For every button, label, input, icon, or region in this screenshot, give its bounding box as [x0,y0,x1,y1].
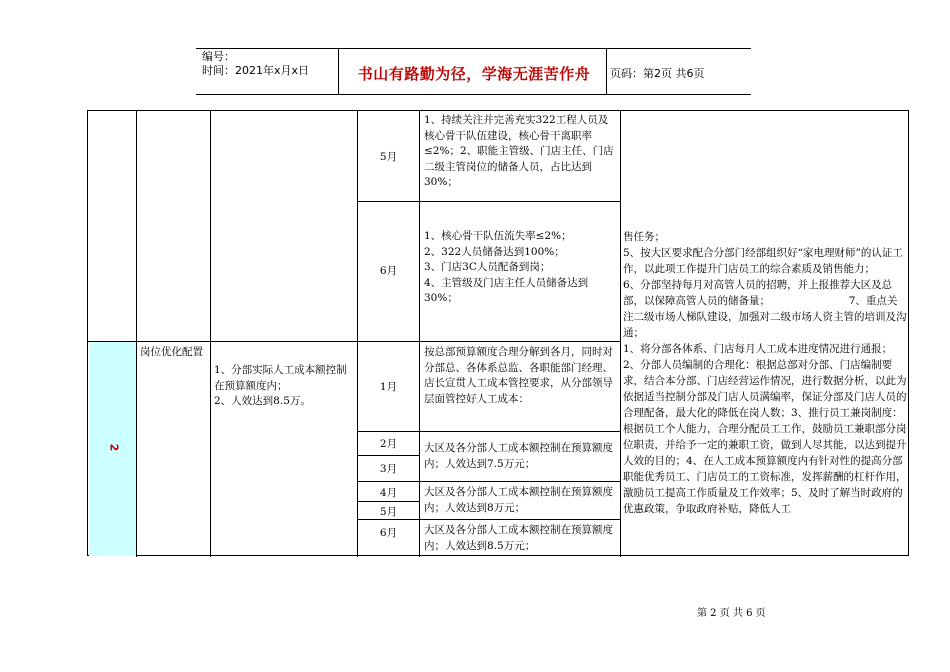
header-divider [338,48,339,94]
header-top-rule [196,48,751,49]
month-cell: 3月 [379,463,398,475]
row-index-number: 2 [107,443,121,452]
header-bottom-rule [196,94,751,95]
month-cell: 5月 [379,151,398,163]
target-cell: 按总部预算额度合理分解到各月，同时对分部总、各体系总监、各职能部门经理、店长宣贯人工成本管控要求，从分部领导层面管控好人工成本： [424,346,613,405]
target-cell: 1、核心骨干队伍流失率≤2%； 2、322人员储备达到100%； 3、门店3C人员配备到岗； 4、主管级及门店主任人员储备达到30%； [424,230,589,304]
target-cell: 大区及各分部人工成本额控制在预算额度内；人效达到8.5万元； [424,524,613,552]
target-cell: 1、持续关注并完善充实322工程人员及核心骨干队伍建设，核心骨干离职率≤2%；2、职能主管级、门店主任、门店二级主管岗位的储备人员，占比达到30%； [424,114,614,188]
row-divider [357,431,620,432]
header-motto: 书山有路勤为径，学海无涯苦作舟 [357,65,591,83]
row-divider [357,201,620,202]
column-divider [136,111,137,557]
column-divider [620,111,621,557]
month-cell: 1月 [379,381,398,393]
page-footer: 第 2 页 共 6 页 [697,608,766,619]
target-cell: 大区及各分部人工成本额控制在预算额度内；人效达到7.5万元； [424,442,613,470]
row-divider [357,455,419,456]
column-divider [210,111,211,557]
measures-cell [623,229,907,555]
month-cell: 6月 [379,265,398,277]
row-divider [357,519,620,520]
month-cell: 6月 [379,527,398,539]
goal-cell: 1、分部实际人工成本额控制在预算额度内； 2、人效达到8.5万。 [214,364,347,407]
header-meta [202,50,309,78]
measures-text: 售任务； 5、按大区要求配合分部门经部组织好“家电理财师”的认证工作，以此项工作提升门店员工的综合素质及销售能力； 6、分部坚持每月对高管人员的招聘，并上报推荐大区及总部，以保障高管人员的储备量； 7、重点关注二级市场人梯队建设，加强对二级市场人资主管的培训及沟通； 1、将分部各体系、门店每月人工成本进度情况进行通报； 2、分部人员编制的合理化：根据总部对分部、门店编制要求，结合本分部、门店经营运作情况，进行数据分析，以此为依据适当控制分部及门店人员满编率，保证分部及门店人员的合理配备，最大化的降低在岗人数；3、推行员工兼岗制度：根据员工个人能力，合理分配员工工作，鼓励员工兼职部分岗位职责，并给予一定的兼职工资，做到人尽其能，以达到提升人效的目的；4、在人工成本预算额度内有针对性的提高分部职能优秀员工、门店员工的工资标准，发挥薪酬的杠杆作用，激励员工提高工作质量及工作效率；5、及时了解当时政府的优惠政策，争取政府补贴，降低人工 [623,231,907,515]
row-divider [357,481,620,482]
row-divider [357,501,419,502]
month-cell: 2月 [379,438,398,450]
page-header [196,48,751,94]
plan-table [87,110,909,556]
item-cell: 岗位优化配置 [140,346,203,358]
column-divider [419,111,420,557]
header-page-label: 页码：第2页 共6页 [610,67,705,80]
month-cell: 5月 [379,506,398,518]
row-divider [88,341,620,342]
month-cell: 4月 [379,487,398,499]
document-number-label: 编号： [202,50,235,63]
document-time-label: 时间：2021年x月x日 [202,64,310,77]
target-cell: 大区及各分部人工成本额控制在预算额度内；人效达到8万元； [424,486,613,514]
